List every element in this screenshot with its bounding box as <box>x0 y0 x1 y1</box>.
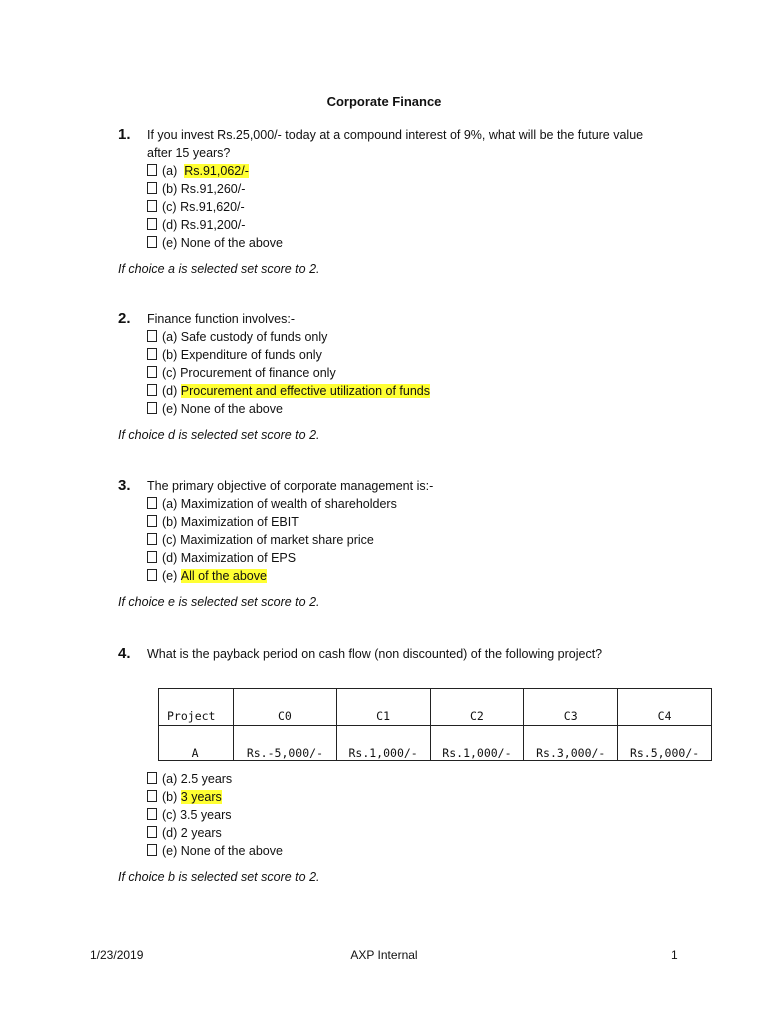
option-c[interactable] <box>147 364 678 382</box>
option-prefix: (c) <box>162 366 177 380</box>
options-list <box>147 495 678 585</box>
checkbox-icon[interactable] <box>147 844 157 856</box>
option-label: 3 years <box>180 790 222 804</box>
option-label: Expenditure of funds only <box>180 348 322 362</box>
table-header-cell: C0 <box>234 689 337 726</box>
checkbox-icon[interactable] <box>147 497 157 509</box>
question-text-line: The primary objective of corporate management is:- <box>147 479 434 493</box>
table-header-cell: C3 <box>524 689 618 726</box>
option-prefix: (a) <box>162 330 178 344</box>
question-text <box>147 477 678 495</box>
question-4 <box>118 645 678 663</box>
option-prefix: (b) <box>162 515 178 529</box>
scoring-note: If choice e is selected set score to 2. <box>118 595 320 609</box>
option-c[interactable] <box>147 806 678 824</box>
option-prefix: (b) <box>162 790 178 804</box>
option-label: Procurement of finance only <box>180 366 336 380</box>
question-3 <box>118 477 678 585</box>
question-4-options <box>118 770 678 860</box>
option-label: Maximization of market share price <box>180 533 374 547</box>
option-b[interactable] <box>147 180 678 198</box>
checkbox-icon[interactable] <box>147 790 157 802</box>
question-number: 3. <box>118 477 131 494</box>
option-label: None of the above <box>180 844 283 858</box>
checkbox-icon[interactable] <box>147 384 157 396</box>
option-label: Procurement and effective utilization of funds <box>180 384 430 398</box>
footer-page-number: 1 <box>671 948 678 962</box>
question-text-line: What is the payback period on cash flow (non discounted) of the following project? <box>147 647 603 661</box>
option-prefix: (d) <box>162 551 178 565</box>
option-label: Maximization of EPS <box>180 551 297 565</box>
option-c[interactable] <box>147 198 678 216</box>
option-prefix: (a) <box>162 497 178 511</box>
checkbox-icon[interactable] <box>147 366 157 378</box>
option-prefix: (e) <box>162 569 178 583</box>
page-title: Corporate Finance <box>326 94 442 109</box>
option-label: 2 years <box>180 826 222 840</box>
table-cell: Rs.-5,000/- <box>234 726 337 761</box>
table-header-cell: Project <box>159 689 234 726</box>
scoring-note: If choice a is selected set score to 2. <box>118 262 320 276</box>
option-d[interactable] <box>147 216 678 234</box>
question-text-line: Finance function involves:- <box>147 312 295 326</box>
checkbox-icon[interactable] <box>147 164 157 176</box>
option-e[interactable] <box>147 400 678 418</box>
option-prefix: (d) <box>162 384 178 398</box>
checkbox-icon[interactable] <box>147 402 157 414</box>
scoring-note: If choice b is selected set score to 2. <box>118 870 320 884</box>
option-label: Rs.91,260/- <box>180 182 246 196</box>
table-header-row <box>159 689 712 726</box>
option-prefix: (a) <box>162 772 178 786</box>
table-header-cell: C1 <box>336 689 430 726</box>
option-prefix: (e) <box>162 236 178 250</box>
option-d[interactable] <box>147 549 678 567</box>
option-prefix: (c) <box>162 808 177 822</box>
option-a[interactable] <box>147 770 678 788</box>
option-a[interactable] <box>147 162 678 180</box>
option-label: None of the above <box>180 402 283 416</box>
option-b[interactable] <box>147 788 678 806</box>
option-label: Safe custody of funds only <box>180 330 328 344</box>
question-text-line: after 15 years? <box>147 146 231 160</box>
option-label: 2.5 years <box>180 772 233 786</box>
table-cell: Rs.1,000/- <box>336 726 430 761</box>
question-number: 4. <box>118 645 131 662</box>
question-2 <box>118 310 678 418</box>
option-prefix: (a) <box>162 164 178 178</box>
table-cell: Rs.1,000/- <box>430 726 524 761</box>
option-c[interactable] <box>147 531 678 549</box>
option-e[interactable] <box>147 234 678 252</box>
question-number: 1. <box>118 126 131 143</box>
option-prefix: (b) <box>162 182 178 196</box>
table-cell: A <box>159 726 234 761</box>
option-prefix: (d) <box>162 218 178 232</box>
checkbox-icon[interactable] <box>147 515 157 527</box>
option-label: All of the above <box>180 569 267 583</box>
footer-center: AXP Internal <box>350 948 418 962</box>
footer-date: 1/23/2019 <box>90 948 144 962</box>
option-a[interactable] <box>147 495 678 513</box>
option-b[interactable] <box>147 346 678 364</box>
option-b[interactable] <box>147 513 678 531</box>
checkbox-icon[interactable] <box>147 533 157 545</box>
checkbox-icon[interactable] <box>147 808 157 820</box>
option-label: Rs.91,062/- <box>184 164 249 178</box>
options-list <box>147 770 678 860</box>
checkbox-icon[interactable] <box>147 200 157 212</box>
table-header-cell: C4 <box>618 689 712 726</box>
checkbox-icon[interactable] <box>147 826 157 838</box>
scoring-note: If choice d is selected set score to 2. <box>118 428 320 442</box>
checkbox-icon[interactable] <box>147 772 157 784</box>
option-label: 3.5 years <box>180 808 232 822</box>
option-a[interactable] <box>147 328 678 346</box>
question-number: 2. <box>118 310 131 327</box>
question-text <box>147 126 678 162</box>
checkbox-icon[interactable] <box>147 330 157 342</box>
table-header-cell: C2 <box>430 689 524 726</box>
option-label: Rs.91,620/- <box>180 200 245 214</box>
option-d[interactable] <box>147 824 678 842</box>
option-prefix: (c) <box>162 200 177 214</box>
checkbox-icon[interactable] <box>147 569 157 581</box>
table-cell: Rs.3,000/- <box>524 726 618 761</box>
checkbox-icon[interactable] <box>147 551 157 563</box>
option-prefix: (c) <box>162 533 177 547</box>
option-prefix: (e) <box>162 844 178 858</box>
question-text-line: If you invest Rs.25,000/- today at a compound interest of 9%, what will be the future value <box>147 128 644 142</box>
cashflow-table <box>158 688 712 761</box>
option-prefix: (b) <box>162 348 178 362</box>
option-d[interactable] <box>147 382 678 400</box>
question-text <box>147 310 678 328</box>
option-label: None of the above <box>180 236 283 250</box>
option-label: Maximization of wealth of shareholders <box>180 497 397 511</box>
options-list <box>147 328 678 418</box>
options-list <box>147 162 678 252</box>
checkbox-icon[interactable] <box>147 182 157 194</box>
checkbox-icon[interactable] <box>147 218 157 230</box>
option-prefix: (d) <box>162 826 178 840</box>
option-label: Maximization of EBIT <box>180 515 299 529</box>
table-row <box>159 726 712 761</box>
option-label: Rs.91,200/- <box>180 218 246 232</box>
checkbox-icon[interactable] <box>147 236 157 248</box>
option-e[interactable] <box>147 842 678 860</box>
option-prefix: (e) <box>162 402 178 416</box>
checkbox-icon[interactable] <box>147 348 157 360</box>
option-e[interactable] <box>147 567 678 585</box>
question-text <box>147 645 678 663</box>
table-cell: Rs.5,000/- <box>618 726 712 761</box>
question-1 <box>118 126 678 252</box>
